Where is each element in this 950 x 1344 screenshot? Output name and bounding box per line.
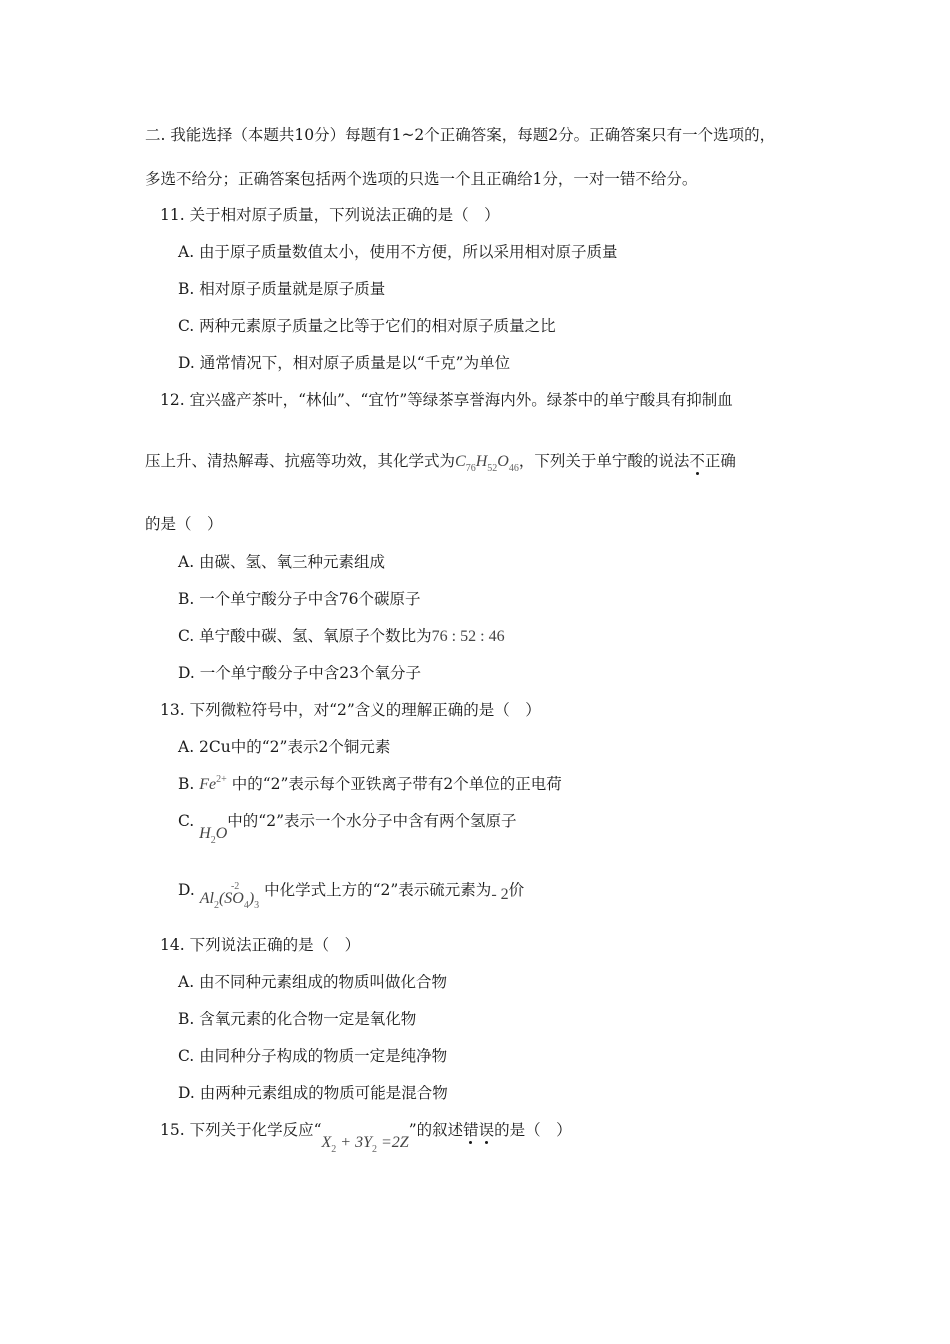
question-11-option-b: B. 相对原子质量就是原子质量 [178,280,386,298]
question-12-stem-line2: 压上升、清热解毒、抗癌等功效，其化学式为$C_{76}H_{52}O_{46}$，下列关于单宁酸的说法不正确 [145,452,736,474]
question-13-stem: 13. 下列微粒符号中，对“2”含义的理解正确的是（ ） [160,701,541,719]
question-14-option-b: B. 含氧元素的化合物一定是氧化物 [178,1010,417,1028]
question-13-option-a: A. 2Cu中的“2”表示2个铜元素 [178,738,391,756]
valence-value: - 2 [491,886,509,903]
question-11-option-a: A. 由于原子质量数值太小，使用不方便，所以采用相对原子质量 [178,243,618,261]
reaction-equation: $X_2 + 3Y_2 =2Z$ [321,1134,409,1155]
question-12-stem-text: 压上升、清热解毒、抗癌等功效，其化学式为 [145,452,456,470]
question-12-option-d: D. 一个单宁酸分子中含23个氧分子 [178,664,421,682]
question-13-option-d: D. $Al_2$ -2 $(SO_4)_3$ 中化学式上方的“2”表示硫元素为- 2价 [178,880,524,903]
section-intro-line2: 多选不给分；正确答案包括两个选项的只选一个且正确给1分，一对一错不给分。 [145,170,698,188]
section-intro-line1: 二. 我能选择（本题共10分）每题有1~2个正确答案，每题2分。正确答案只有一个选项的， [145,126,776,144]
question-11-option-c: C. 两种元素原子质量之比等于它们的相对原子质量之比 [178,317,556,335]
question-14-stem: 14. 下列说法正确的是（ ） [160,936,361,954]
emphasis-mark-not: 不 [689,452,705,470]
question-14-option-a: A. 由不同种元素组成的物质叫做化合物 [178,973,448,991]
question-12-option-b: B. 一个单宁酸分子中含76个碳原子 [178,590,421,608]
question-14-option-c: C. 由同种分子构成的物质一定是纯净物 [178,1047,448,1065]
question-12-stem-line3: 的是（ ） [145,515,223,533]
atom-ratio: 76 : 52 : 46 [431,628,505,645]
question-13-option-b: B. $Fe^{2+}$ 中的“2”表示每个亚铁离子带有2个单位的正电荷 [178,774,562,793]
water-formula: $H_2O$ [199,825,228,846]
ferrous-ion-symbol: $Fe^{2+}$ [199,774,227,793]
question-14-option-d: D. 由两种元素组成的物质可能是混合物 [178,1084,448,1102]
question-11-stem: 11. 关于相对原子质量，下列说法正确的是（ ） [160,206,500,224]
question-12-stem-line1: 12. 宜兴盛产茶叶，“林仙”、“宜竹”等绿茶享誉海内外。绿茶中的单宁酸具有抑制血 [160,391,733,409]
valence-mark: -2 [230,881,240,892]
aluminium-sulfate-formula: $Al_2$ -2 $(SO_4)_3$ [200,890,259,907]
emphasis-mark-wrong-2: 误 [478,1121,495,1139]
tannic-acid-formula: $C_{76}H_{52}O_{46}$ [455,453,519,474]
emphasis-mark-wrong-1: 错 [463,1121,479,1139]
question-11-option-d: D. 通常情况下，相对原子质量是以“千克”为单位 [178,354,511,372]
question-15-stem: 15. 下列关于化学反应“$X_2 + 3Y_2 =2Z$”的叙述错误的是（ ） [160,1121,572,1155]
question-12-option-c: C. 单宁酸中碳、氢、氧原子个数比为76 : 52 : 46 [178,627,505,645]
question-12-option-a: A. 由碳、氢、氧三种元素组成 [178,553,386,571]
question-13-option-c: C. $H_2O$中的“2”表示一个水分子中含有两个氢原子 [178,812,517,846]
